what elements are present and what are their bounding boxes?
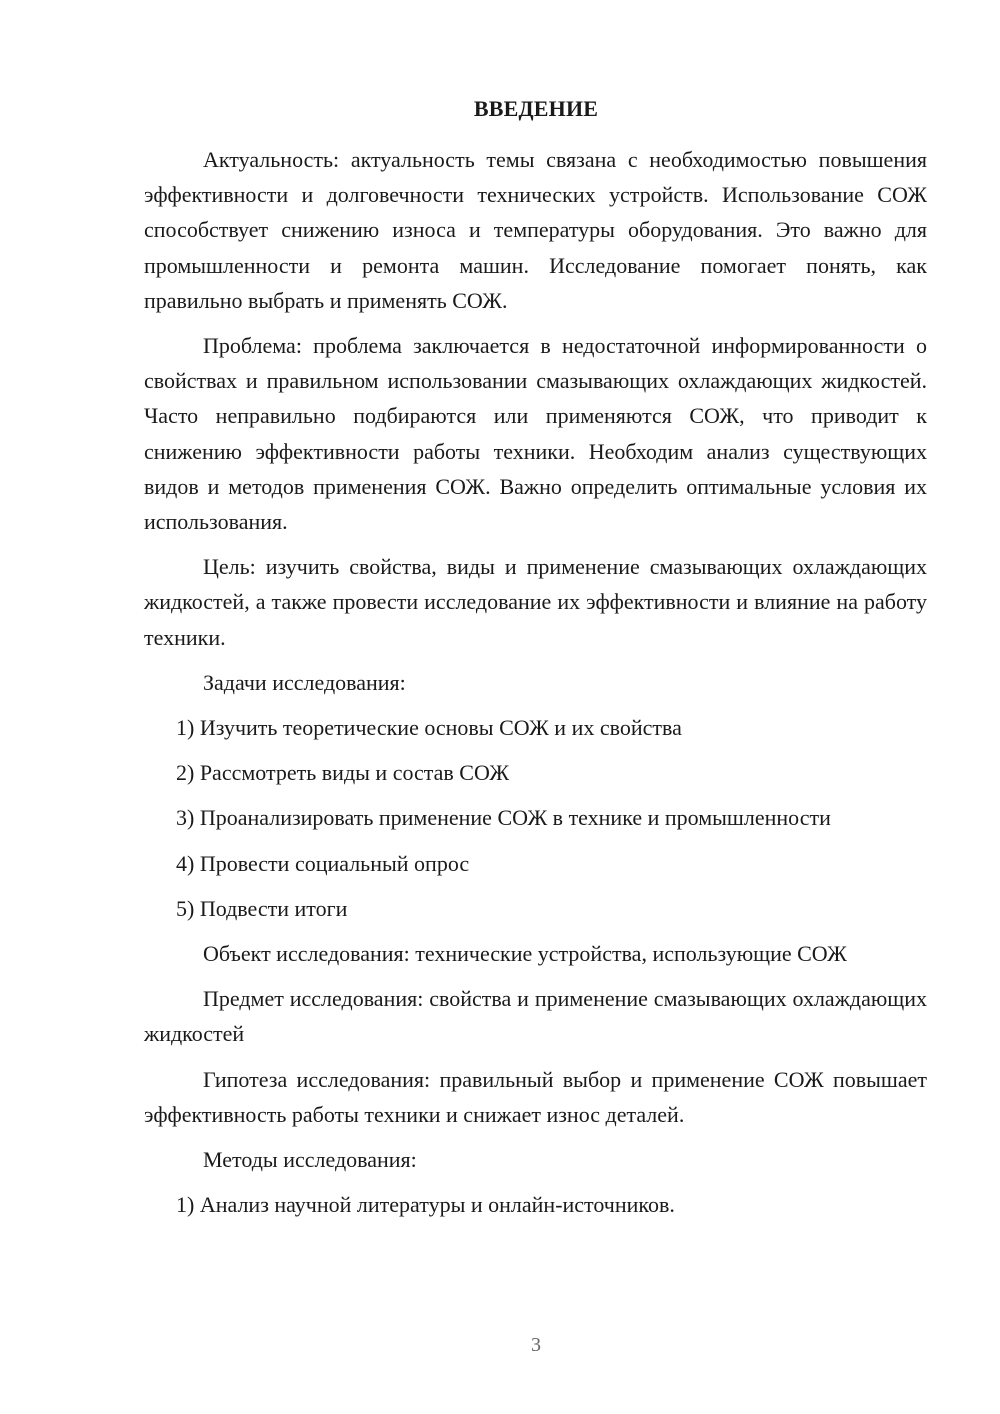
page-number: 3: [531, 1334, 541, 1356]
tasks-list: [144, 710, 927, 926]
list-item: 5) Подвести итоги: [176, 895, 348, 921]
list-item: 1) Анализ научной литературы и онлайн-источников.: [176, 1192, 675, 1218]
page-content: [144, 142, 927, 1232]
page-heading: ВВЕДЕНИЕ: [473, 96, 599, 121]
goal-paragraph: Цель: изучить свойства, виды и применение смазывающих охлаждающих жидкостей, а также провести исследование их эффективности и влияние на работу техники.: [144, 554, 927, 650]
problem-paragraph: Проблема: проблема заключается в недостаточной информированности о свойствах и правильном использовании смазывающих охлаждающих жидкостей. Часто неправильно подбираются или применяются СОЖ, что приводит к снижению эффективности работы техники. Необходим анализ существующих видов и методов применения СОЖ. Важно определить оптимальные условия их использования.: [144, 333, 927, 535]
methods-list: [144, 1187, 927, 1222]
subject-paragraph: Предмет исследования: свойства и применение смазывающих охлаждающих жидкостей: [144, 986, 927, 1047]
list-item: 2) Рассмотреть виды и состав СОЖ: [176, 760, 510, 786]
tasks-label: Задачи исследования:: [203, 669, 406, 695]
hypothesis-paragraph: Гипотеза исследования: правильный выбор и применение СОЖ повышает эффективность работы техники и снижает износ деталей.: [144, 1066, 927, 1127]
relevance-paragraph: Актуальность: актуальность темы связана с необходимостью повышения эффективности и долговечности технических устройств. Использование СОЖ способствует снижению износа и температуры оборудования. Это важно для промышленности и ремонта машин. Исследование помогает понять, как правильно выбрать и применять СОЖ.: [144, 147, 927, 313]
methods-label: Методы исследования:: [203, 1147, 417, 1173]
list-item: 1) Изучить теоретические основы СОЖ и их свойства: [176, 715, 682, 741]
list-item: 3) Проанализировать применение СОЖ в технике и промышленности: [176, 805, 831, 831]
list-item: 4) Провести социальный опрос: [176, 850, 470, 876]
object-paragraph: Объект исследования: технические устройства, использующие СОЖ: [203, 941, 847, 967]
